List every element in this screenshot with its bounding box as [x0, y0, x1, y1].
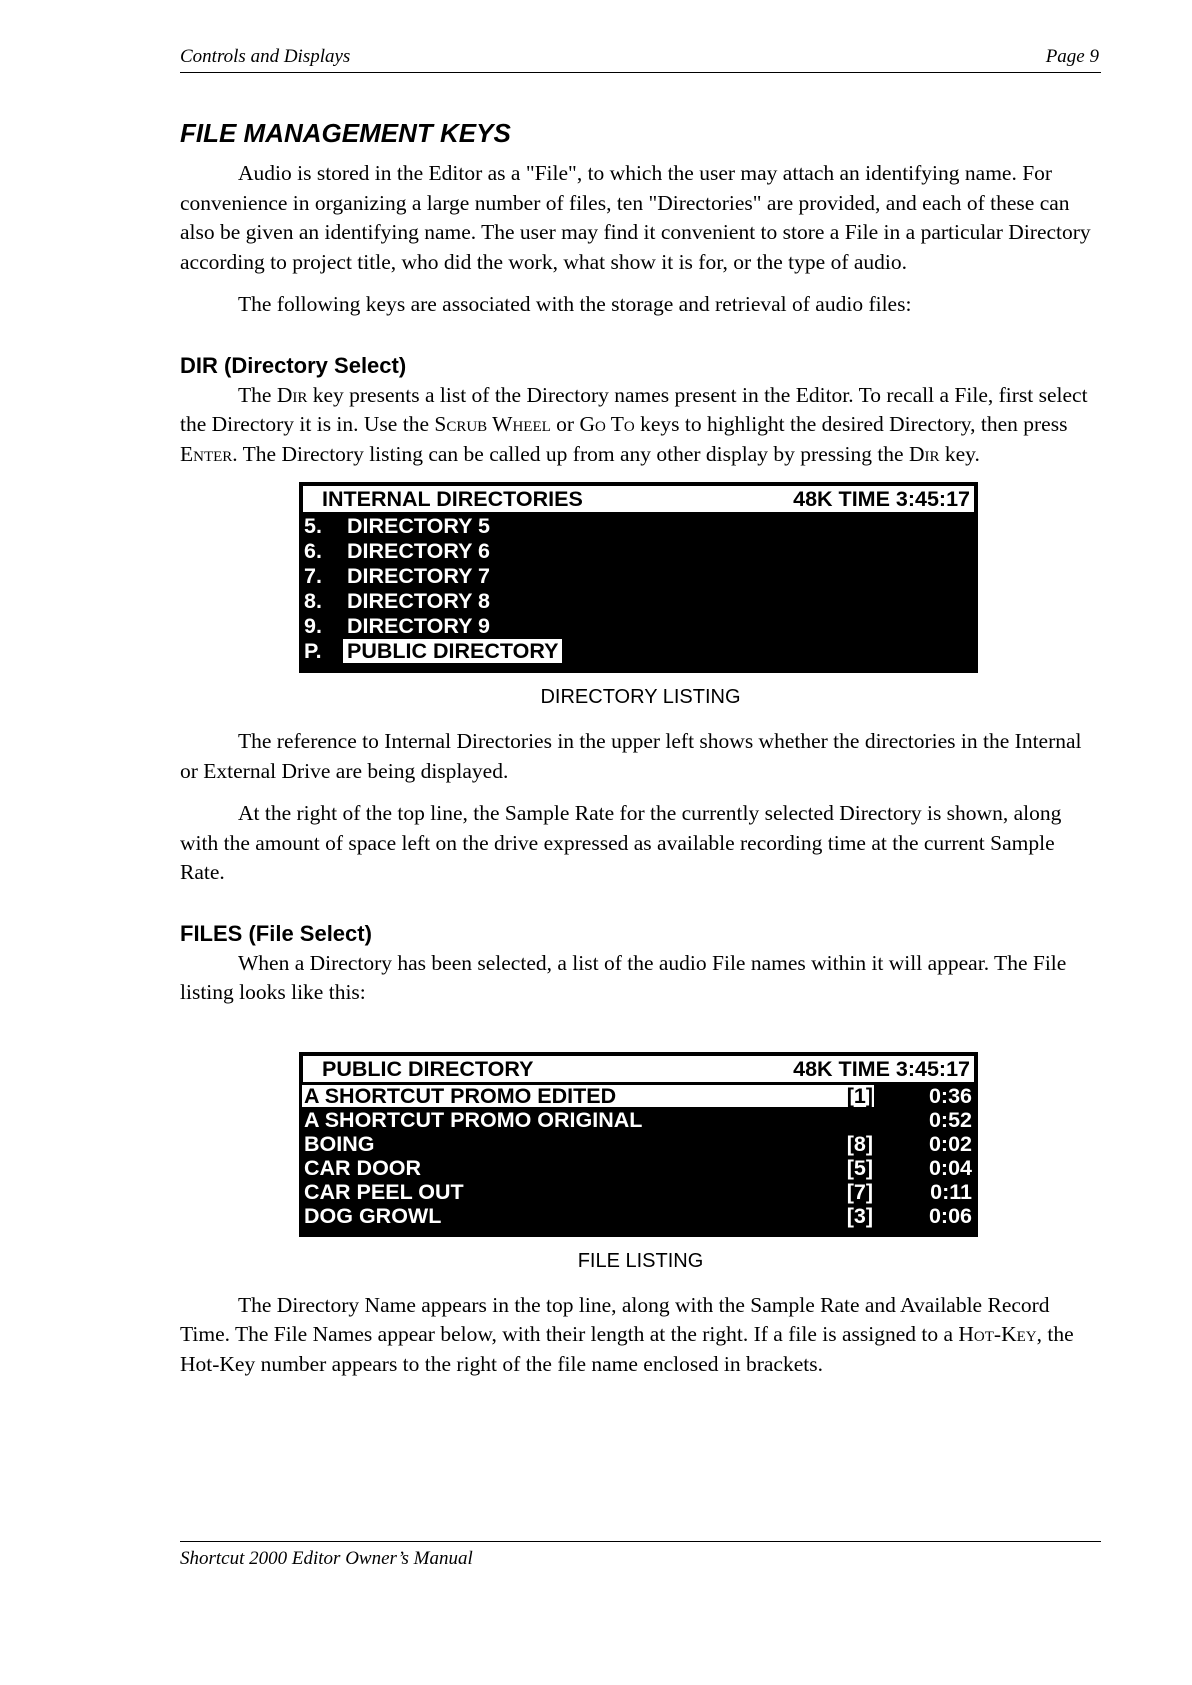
file-row — [299, 1156, 978, 1180]
header-page-number: Page 9 — [1045, 46, 1099, 67]
file-length: 0:04 — [928, 1155, 972, 1180]
dir-paragraph-1: The Dir key presents a list of the Directory names present in the Editor. To recall a File, first select the Directory it is in. Use the Scrub Wheel or Go To keys to highlight the desired Directory, then press Enter. The Directory listing can be called up from any other display by pressing the Dir key. — [180, 382, 1088, 466]
directory-name: DIRECTORY 5 — [347, 514, 490, 538]
directory-name-highlighted: PUBLIC DIRECTORY — [343, 639, 562, 663]
intro-paragraph-1: Audio is stored in the Editor as a "File", to which the user may attach an identifying name. For convenience in organizing a large number of files, ten "Directories" are provided, and each of these can also be given an identifying name. The user may find it convenient to store a File in a particular Directory according to project title, who did the work, what show it is for, or the type of audio. — [180, 161, 1091, 274]
directory-listing-screen — [299, 482, 978, 673]
screen-title-bar — [303, 1056, 974, 1082]
files-heading: FILES (File Select) — [180, 920, 372, 946]
file-hotkey: [3] — [846, 1203, 873, 1228]
page-content — [180, 118, 1101, 1392]
dir-paragraph-3: At the right of the top line, the Sample Rate for the currently selected Directory is shown, along with the amount of space left on the drive expressed as available recording time at the current Sample Rate. — [180, 801, 1062, 884]
file-length: 0:36 — [928, 1083, 972, 1108]
file-length: 0:11 — [930, 1179, 972, 1204]
directory-name: DIRECTORY 8 — [347, 589, 490, 613]
file-listing-caption: FILE LISTING — [577, 1249, 704, 1272]
section-title: FILE MANAGEMENT KEYS — [180, 118, 511, 148]
file-hotkey: [7] — [846, 1179, 873, 1204]
dir-heading: DIR (Directory Select) — [180, 352, 407, 378]
enter-key-name: Enter — [180, 441, 233, 466]
file-hotkey: [5] — [846, 1155, 873, 1180]
dir-key-name: Dir — [276, 382, 308, 407]
goto-key-name: Go To — [579, 412, 635, 436]
file-name: BOING — [304, 1131, 375, 1156]
files-paragraph-2: The Directory Name appears in the top line, along with the Sample Rate and Available Record Time. The File Names appear below, with their length at the right. If a file is assigned to a Hot-Key, the Hot-Key number appears to the right of the file name enclosed in brackets. — [180, 1292, 1074, 1376]
directory-row: 9. DIRECTORY 9 — [304, 614, 490, 638]
directory-row: 7. DIRECTORY 7 — [304, 564, 490, 588]
intro-paragraph-2: The following keys are associated with the storage and retrieval of audio files: — [238, 292, 912, 316]
hot-key-name: Hot-Key — [958, 1322, 1037, 1346]
screen-title: INTERNAL DIRECTORIES — [322, 487, 583, 511]
screen-rate-time: 48K TIME 3:45:17 — [793, 1056, 970, 1081]
file-hotkey: [8] — [846, 1131, 873, 1156]
file-length: 0:52 — [928, 1107, 972, 1132]
file-name: A SHORTCUT PROMO ORIGINAL — [304, 1107, 643, 1132]
file-name: DOG GROWL — [304, 1203, 442, 1228]
dir-paragraph-2: The reference to Internal Directories in the upper left shows whether the directories in the Internal or External Drive are being displayed. — [180, 729, 1082, 783]
directory-name: DIRECTORY 7 — [347, 564, 490, 588]
scrub-wheel-key-name: Scrub Wheel — [434, 412, 551, 436]
file-row — [299, 1132, 978, 1156]
file-name: A SHORTCUT PROMO EDITED — [304, 1083, 617, 1108]
page-header — [180, 44, 1101, 73]
directory-name: DIRECTORY 9 — [347, 614, 490, 638]
file-hotkey: [1] — [846, 1083, 873, 1108]
header-section-title: Controls and Displays — [180, 46, 351, 67]
screen-rate-time: 48K TIME 3:45:17 — [793, 487, 970, 511]
directory-row: 6. DIRECTORY 6 — [304, 539, 490, 563]
directory-row: 5. DIRECTORY 5 — [304, 514, 490, 538]
page-footer — [180, 1541, 1101, 1570]
directory-listing-caption: DIRECTORY LISTING — [540, 686, 741, 708]
file-name: CAR PEEL OUT — [304, 1179, 464, 1204]
directory-name: DIRECTORY 6 — [347, 539, 490, 563]
file-row-selected — [299, 1084, 978, 1108]
file-length: 0:02 — [928, 1131, 972, 1156]
file-row — [299, 1180, 978, 1204]
file-row — [299, 1204, 978, 1228]
dir-key-name: Dir — [908, 441, 940, 466]
files-paragraph-1: When a Directory has been selected, a list of the audio File names within it will appear. The File listing looks like this: — [180, 950, 1067, 1004]
screen-title: PUBLIC DIRECTORY — [322, 1056, 534, 1081]
file-name: CAR DOOR — [304, 1155, 422, 1180]
screen-title-bar — [303, 486, 974, 512]
directory-row: 8. DIRECTORY 8 — [304, 589, 490, 613]
directory-row-selected: P. PUBLIC DIRECTORY — [299, 639, 978, 664]
file-listing-screen — [299, 1052, 978, 1237]
footer-manual-title: Shortcut 2000 Editor Owner’s Manual — [180, 1548, 473, 1569]
file-row — [299, 1108, 978, 1132]
file-length: 0:06 — [928, 1203, 972, 1228]
